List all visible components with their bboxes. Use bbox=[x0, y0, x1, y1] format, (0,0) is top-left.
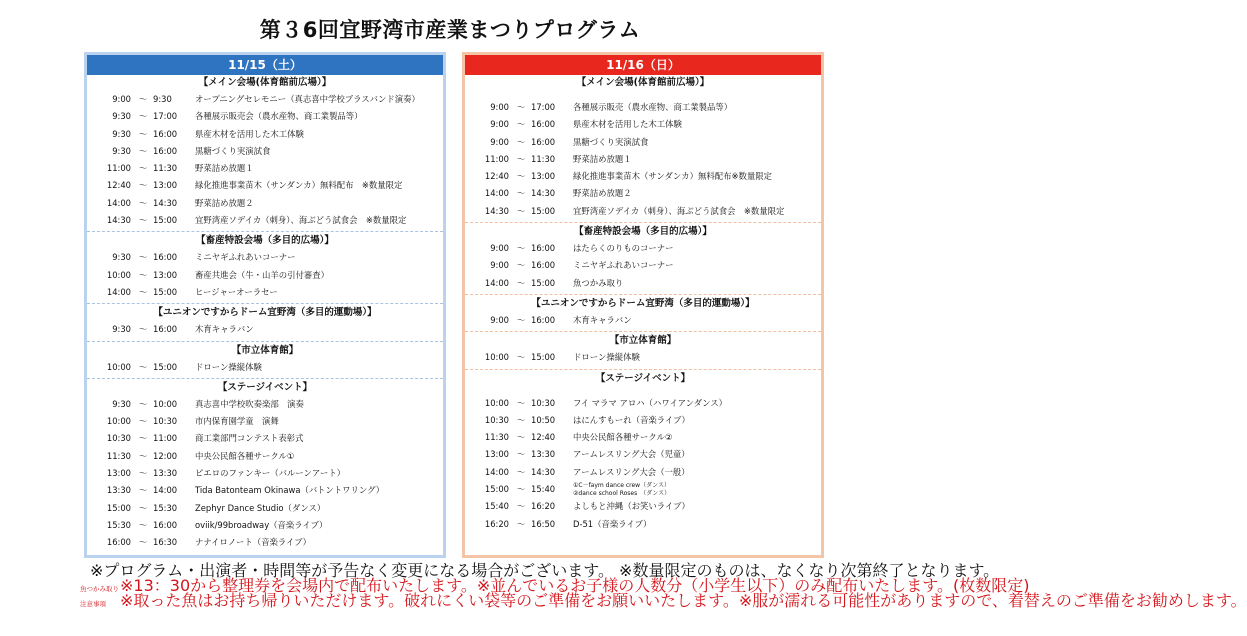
start-time: 11:00 bbox=[484, 153, 509, 164]
start-time: 15:00 bbox=[106, 502, 131, 513]
start-time: 14:00 bbox=[484, 466, 509, 477]
schedule-row bbox=[465, 185, 821, 202]
time-separator: ～ bbox=[138, 485, 148, 496]
start-time: 15:30 bbox=[106, 519, 131, 530]
time-separator: ～ bbox=[516, 501, 526, 512]
start-time: 9:00 bbox=[490, 260, 509, 271]
event-name: 黒糖づくり実演試食 bbox=[573, 136, 649, 147]
schedule-row bbox=[87, 396, 443, 413]
start-time: 15:00 bbox=[484, 484, 509, 495]
schedule-row bbox=[465, 349, 821, 366]
schedule-row bbox=[465, 168, 821, 185]
time-separator: ～ bbox=[138, 398, 148, 409]
end-time: 13:30 bbox=[153, 468, 178, 479]
end-time: 15:00 bbox=[153, 215, 178, 226]
end-time: 16:00 bbox=[531, 136, 556, 147]
event-name: Tida Batonteam Okinawa（バトントワリング） bbox=[195, 485, 385, 496]
event-name: アームレスリング大会（児童） bbox=[573, 449, 690, 460]
schedule-row bbox=[465, 446, 821, 463]
day1-header: 11/15（土） bbox=[87, 55, 443, 75]
end-time: 16:00 bbox=[531, 243, 556, 254]
schedule-row bbox=[87, 517, 443, 534]
day1-sections bbox=[87, 75, 443, 552]
note-caution-row bbox=[80, 591, 1247, 610]
time-separator: ～ bbox=[516, 414, 526, 425]
section-divider bbox=[465, 222, 821, 223]
end-time: 10:30 bbox=[531, 397, 556, 408]
event-name: 緑化推進事業苗木（サンダンカ）無料配布※数量限定 bbox=[573, 171, 772, 182]
event-name: 県産木材を活用した木工体験 bbox=[573, 119, 682, 130]
event-name: オープニングセレモニー（真志喜中学校ブラスバンド演奏） bbox=[195, 94, 420, 104]
event-name: oviik/99broadway（音楽ライブ） bbox=[195, 519, 328, 530]
event-name-line2: ②dance school Roses （ダンス） bbox=[573, 489, 671, 497]
event-name: はにんすもーれ（音楽ライブ） bbox=[573, 414, 690, 425]
start-time: 9:30 bbox=[112, 324, 131, 335]
schedule-row bbox=[87, 413, 443, 430]
end-time: 17:00 bbox=[531, 102, 556, 112]
section-divider bbox=[87, 303, 443, 304]
start-time: 15:40 bbox=[484, 501, 509, 512]
start-time: 9:30 bbox=[112, 398, 131, 409]
time-separator: ～ bbox=[138, 111, 148, 122]
schedule-row bbox=[87, 160, 443, 177]
section-title: 【ユニオンですからドーム宜野湾（多目的運動場）】 bbox=[153, 307, 377, 319]
event-name: 各種展示販売（農水産物、商工業製品等） bbox=[573, 102, 733, 112]
day1-column bbox=[84, 52, 446, 558]
end-time: 17:00 bbox=[153, 111, 178, 122]
schedule-row bbox=[465, 257, 821, 274]
end-time: 15:00 bbox=[153, 286, 178, 297]
time-separator: ～ bbox=[138, 197, 148, 208]
section-divider bbox=[87, 378, 443, 379]
time-separator: ～ bbox=[516, 188, 526, 199]
event-name: 緑化推進事業苗木（サンダンカ）無料配布 ※数量限定 bbox=[195, 180, 403, 191]
start-time: 14:00 bbox=[484, 188, 509, 199]
start-time: 11:30 bbox=[484, 432, 509, 443]
schedule-row bbox=[465, 99, 821, 116]
schedule-row bbox=[87, 359, 443, 376]
start-time: 9:00 bbox=[490, 314, 509, 325]
time-separator: ～ bbox=[516, 484, 526, 495]
end-time: 14:30 bbox=[531, 188, 556, 199]
note-caution-label: 注意事項 bbox=[80, 600, 106, 608]
end-time: 11:30 bbox=[153, 163, 178, 174]
schedule-row bbox=[87, 91, 443, 108]
time-separator: ～ bbox=[138, 502, 148, 513]
time-separator: ～ bbox=[138, 269, 148, 280]
schedule-row bbox=[465, 464, 821, 481]
event-name: よしもと沖縄（お笑いライブ） bbox=[573, 501, 690, 512]
schedule-row bbox=[465, 516, 821, 533]
note-caution-text: ※取った魚はお持ち帰りいただけます。破れにくい袋等のご準備をお願いいたします。※服が濡れる可能性がありますので、着替えのご準備をお勧めします。 bbox=[120, 591, 1247, 610]
end-time: 13:30 bbox=[531, 449, 556, 460]
event-name: 商工業部門コンテスト表彰式 bbox=[195, 433, 304, 444]
schedule-row bbox=[87, 500, 443, 517]
time-separator: ～ bbox=[138, 252, 148, 263]
section-title: 【ユニオンですからドーム宜野湾（多目的運動場）】 bbox=[531, 297, 755, 309]
end-time: 10:00 bbox=[153, 398, 178, 409]
end-time: 14:30 bbox=[153, 197, 178, 208]
schedule-row bbox=[465, 498, 821, 515]
start-time: 10:00 bbox=[484, 352, 509, 363]
end-time: 15:40 bbox=[531, 484, 556, 495]
start-time: 10:30 bbox=[106, 433, 131, 444]
schedule-row bbox=[87, 126, 443, 143]
schedule-row bbox=[465, 203, 821, 220]
end-time: 14:30 bbox=[531, 466, 556, 477]
note-general: ※プログラム・出演者・時間等が予告なく変更になる場合がございます。 ※数量限定のものは、なくなり次第終了となります。 bbox=[90, 561, 1000, 580]
spacer-row bbox=[465, 91, 821, 99]
start-time: 14:00 bbox=[484, 277, 509, 288]
time-separator: ～ bbox=[516, 432, 526, 443]
end-time: 16:00 bbox=[153, 324, 178, 335]
end-time: 9:30 bbox=[153, 94, 172, 104]
start-time: 9:00 bbox=[112, 94, 131, 104]
start-time: 14:30 bbox=[484, 205, 509, 216]
event-name: 黒糖づくり実演試食 bbox=[195, 145, 271, 156]
event-name: 各種展示販売会（農水産物、商工業製品等） bbox=[195, 111, 363, 122]
schedule-row bbox=[87, 212, 443, 229]
time-separator: ～ bbox=[138, 215, 148, 226]
section-title: 【市立体育館】 bbox=[609, 335, 677, 347]
time-separator: ～ bbox=[516, 260, 526, 271]
time-separator: ～ bbox=[138, 450, 148, 461]
section-divider bbox=[87, 231, 443, 232]
time-separator: ～ bbox=[516, 314, 526, 325]
end-time: 13:00 bbox=[531, 171, 556, 182]
event-name: 野菜詰め放題１ bbox=[195, 163, 254, 174]
end-time: 11:00 bbox=[153, 433, 178, 444]
time-separator: ～ bbox=[138, 537, 148, 548]
note-fish-text: ※13：30から整理券を会場内で配布いたします。※並んでいるお子様の人数分（小学生以下）のみ配布いたします。(枚数限定) bbox=[120, 576, 1030, 595]
start-time: 12:40 bbox=[106, 180, 131, 191]
event-name: 野菜詰め放題２ bbox=[573, 188, 632, 199]
start-time: 13:00 bbox=[484, 449, 509, 460]
time-separator: ～ bbox=[516, 277, 526, 288]
section-title: 【ステージイベント】 bbox=[595, 372, 691, 384]
event-name: 県産木材を活用した木工体験 bbox=[195, 128, 304, 139]
time-separator: ～ bbox=[516, 205, 526, 216]
start-time: 9:00 bbox=[490, 243, 509, 254]
time-separator: ～ bbox=[138, 128, 148, 139]
event-name: はたらくのりものコーナー bbox=[573, 243, 674, 254]
schedule-row bbox=[87, 108, 443, 125]
end-time: 13:00 bbox=[153, 269, 178, 280]
schedule-row bbox=[465, 134, 821, 151]
schedule-row bbox=[87, 267, 443, 284]
section-title: 【畜産特設会場（多目的広場）】 bbox=[574, 226, 712, 238]
time-separator: ～ bbox=[138, 286, 148, 297]
end-time: 16:00 bbox=[153, 128, 178, 139]
end-time: 14:00 bbox=[153, 485, 178, 496]
start-time: 9:30 bbox=[112, 252, 131, 263]
event-name: Zephyr Dance Studio（ダンス） bbox=[195, 502, 326, 513]
schedule-row bbox=[87, 284, 443, 301]
section-title: 【畜産特設会場（多目的広場）】 bbox=[196, 235, 334, 247]
start-time: 10:00 bbox=[106, 416, 131, 427]
event-name: 中央公民館各種サークル② bbox=[573, 432, 673, 443]
time-separator: ～ bbox=[138, 94, 148, 104]
start-time: 11:30 bbox=[106, 450, 131, 461]
event-name: ピエロのファンキー（バルーンアート） bbox=[195, 468, 346, 479]
event-name: 宜野湾産ソデイカ（刺身）、海ぶどう試食会 ※数量限定 bbox=[573, 205, 785, 216]
start-time: 12:40 bbox=[484, 171, 509, 182]
spacer-row bbox=[465, 387, 821, 395]
time-separator: ～ bbox=[516, 518, 526, 529]
event-name: 木育キャラバン bbox=[573, 314, 632, 325]
schedule-row bbox=[87, 482, 443, 499]
start-time: 13:00 bbox=[106, 468, 131, 479]
event-name-line1: ①C－faym dance crew（ダンス） bbox=[573, 481, 670, 489]
end-time: 16:00 bbox=[153, 145, 178, 156]
schedule-row bbox=[465, 151, 821, 168]
section-divider bbox=[465, 369, 821, 370]
time-separator: ～ bbox=[516, 119, 526, 130]
time-separator: ～ bbox=[138, 145, 148, 156]
time-separator: ～ bbox=[138, 416, 148, 427]
time-separator: ～ bbox=[138, 433, 148, 444]
schedule-row bbox=[465, 429, 821, 446]
end-time: 16:30 bbox=[153, 537, 178, 548]
day2-header: 11/16（日） bbox=[465, 55, 821, 75]
schedule-row bbox=[465, 312, 821, 329]
start-time: 16:00 bbox=[106, 537, 131, 548]
event-name: 木育キャラバン bbox=[195, 324, 254, 335]
schedule-row bbox=[87, 465, 443, 482]
event-name: ミニヤギふれあいコーナー bbox=[573, 260, 674, 271]
end-time: 16:00 bbox=[153, 252, 178, 263]
schedule-row bbox=[87, 195, 443, 212]
time-separator: ～ bbox=[138, 361, 148, 372]
start-time: 9:00 bbox=[490, 136, 509, 147]
start-time: 9:00 bbox=[490, 102, 509, 112]
event-name: 真志喜中学校吹奏楽部 演奏 bbox=[195, 398, 304, 409]
end-time: 12:00 bbox=[153, 450, 178, 461]
page-title: 第３6回宜野湾市産業まつりプログラム bbox=[259, 18, 641, 42]
end-time: 15:30 bbox=[153, 502, 178, 513]
event-name: ドローン操縦体験 bbox=[573, 352, 640, 363]
time-separator: ～ bbox=[138, 180, 148, 191]
start-time: 11:00 bbox=[106, 163, 131, 174]
start-time: 10:00 bbox=[106, 269, 131, 280]
schedule-row bbox=[465, 481, 821, 498]
start-time: 9:30 bbox=[112, 111, 131, 122]
event-name: ドローン操縦体験 bbox=[195, 361, 262, 372]
end-time: 16:00 bbox=[531, 119, 556, 130]
end-time: 15:00 bbox=[531, 205, 556, 216]
event-name bbox=[567, 481, 821, 498]
start-time: 14:00 bbox=[106, 286, 131, 297]
time-separator: ～ bbox=[516, 136, 526, 147]
event-name: 中央公民館各種サークル① bbox=[195, 450, 295, 461]
start-time: 14:00 bbox=[106, 197, 131, 208]
section-title: 【市立体育館】 bbox=[231, 344, 299, 356]
schedule-row bbox=[465, 395, 821, 412]
schedule-row bbox=[465, 275, 821, 292]
end-time: 16:50 bbox=[531, 518, 556, 529]
start-time: 9:30 bbox=[112, 145, 131, 156]
section-divider bbox=[465, 331, 821, 332]
schedule-row bbox=[87, 321, 443, 338]
end-time: 13:00 bbox=[153, 180, 178, 191]
event-name: 市内保育園学童 演舞 bbox=[195, 416, 279, 427]
start-time: 13:30 bbox=[106, 485, 131, 496]
event-name: アームレスリング大会（一般） bbox=[573, 466, 690, 477]
section-divider bbox=[87, 341, 443, 342]
time-separator: ～ bbox=[516, 102, 526, 112]
event-name: 野菜詰め放題２ bbox=[195, 197, 254, 208]
time-separator: ～ bbox=[516, 449, 526, 460]
end-time: 16:20 bbox=[531, 501, 556, 512]
event-name: 畜産共進会（牛・山羊の引付審査） bbox=[195, 269, 329, 280]
end-time: 10:30 bbox=[153, 416, 178, 427]
time-separator: ～ bbox=[516, 243, 526, 254]
schedule-row bbox=[465, 116, 821, 133]
start-time: 9:30 bbox=[112, 128, 131, 139]
section-divider bbox=[465, 294, 821, 295]
event-name: 魚つかみ取り bbox=[573, 277, 624, 288]
time-separator: ～ bbox=[516, 352, 526, 363]
schedule-row bbox=[465, 240, 821, 257]
day2-sections bbox=[465, 75, 821, 533]
event-name-multi bbox=[573, 482, 670, 498]
end-time: 16:00 bbox=[531, 260, 556, 271]
time-separator: ～ bbox=[138, 324, 148, 335]
time-separator: ～ bbox=[138, 163, 148, 174]
event-name: ナナイロノート（音楽ライブ） bbox=[195, 537, 311, 548]
start-time: 16:20 bbox=[484, 518, 509, 529]
schedule-row bbox=[465, 412, 821, 429]
section-title: 【メイン会場(体育館前広場）】 bbox=[198, 77, 332, 88]
start-time: 10:00 bbox=[484, 397, 509, 408]
start-time: 9:00 bbox=[490, 119, 509, 130]
section-title: 【メイン会場(体育館前広場）】 bbox=[576, 77, 710, 88]
event-name: D-51（音楽ライブ） bbox=[573, 518, 652, 529]
start-time: 10:30 bbox=[484, 414, 509, 425]
schedule-row bbox=[87, 448, 443, 465]
schedule-row bbox=[87, 177, 443, 194]
schedule-row bbox=[87, 249, 443, 266]
day2-column bbox=[462, 52, 824, 558]
time-separator: ～ bbox=[138, 468, 148, 479]
time-separator: ～ bbox=[516, 466, 526, 477]
time-separator: ～ bbox=[516, 153, 526, 164]
end-time: 15:00 bbox=[531, 277, 556, 288]
end-time: 15:00 bbox=[153, 361, 178, 372]
event-name: ヒージャーオーラセー bbox=[195, 286, 278, 297]
time-separator: ～ bbox=[138, 519, 148, 530]
schedule-row bbox=[87, 430, 443, 447]
notes bbox=[80, 561, 1247, 610]
event-name: ミニヤギふれあいコーナー bbox=[195, 252, 296, 263]
section-title: 【ステージイベント】 bbox=[217, 381, 313, 393]
end-time: 16:00 bbox=[531, 314, 556, 325]
start-time: 10:00 bbox=[106, 361, 131, 372]
end-time: 15:00 bbox=[531, 352, 556, 363]
time-separator: ～ bbox=[516, 397, 526, 408]
end-time: 16:00 bbox=[153, 519, 178, 530]
end-time: 11:30 bbox=[531, 153, 556, 164]
schedule-row bbox=[87, 143, 443, 160]
schedule-row bbox=[87, 534, 443, 551]
end-time: 10:50 bbox=[531, 414, 556, 425]
note-fish-label: 魚つかみ取り bbox=[80, 585, 119, 593]
event-name: 宜野湾産ソデイカ（刺身）、海ぶどう試食会 ※数量限定 bbox=[195, 215, 407, 226]
event-name: 野菜詰め放題１ bbox=[573, 153, 632, 164]
end-time: 12:40 bbox=[531, 432, 556, 443]
event-name: フイ マラマ アロハ（ハワイアンダンス） bbox=[573, 397, 727, 408]
time-separator: ～ bbox=[516, 171, 526, 182]
start-time: 14:30 bbox=[106, 215, 131, 226]
